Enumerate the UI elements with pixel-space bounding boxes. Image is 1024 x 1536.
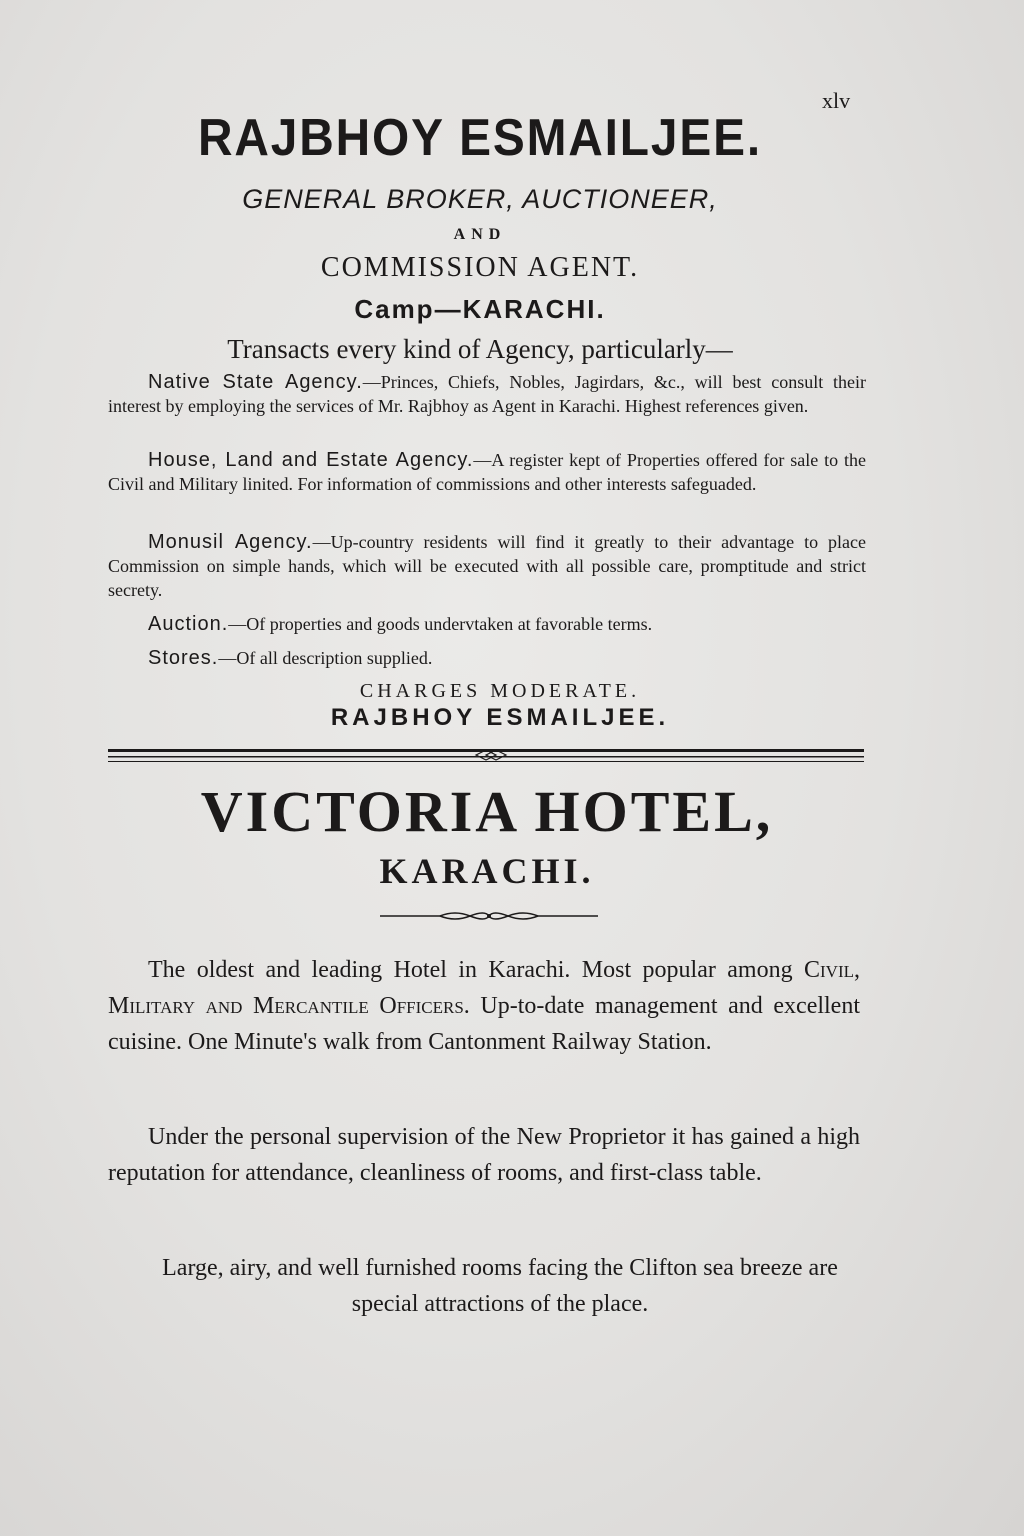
agency-item-lead: Monusil Agency. [148, 531, 313, 553]
hotel-paragraph-1-a: The oldest and leading Hotel in Karachi. Most popular among [148, 957, 804, 983]
ad1-and: AND [453, 226, 507, 243]
agency-item-native-state [108, 370, 866, 418]
ornament-divider [380, 906, 598, 926]
ad2-hotel-title: VICTORIA HOTEL, [200, 779, 774, 844]
ad2-location: KARACHI. [379, 851, 595, 891]
agency-item-lead: Native State Agency. [148, 371, 363, 393]
ad1-subtitle-broker: GENERAL BROKER, AUCTIONEER, [242, 184, 718, 214]
hotel-paragraph-1 [108, 952, 860, 1060]
agency-item-text: —A register kept of Properties offered for sale to the Civil and Military linited. For information of commissions and other interests safeguaded. [108, 450, 866, 494]
agency-item-lead: House, Land and Estate Agency. [148, 449, 474, 471]
agency-item-house-land [108, 448, 866, 496]
hotel-paragraph-1-smallcaps: Civil, Military and Mercantile Officers. [108, 957, 860, 1019]
ad1-transacts-line: Transacts every kind of Agency, particularly— [227, 334, 733, 364]
agency-item-text: —Of all description supplied. [218, 648, 433, 668]
hotel-paragraph-1-b: Up-to-date management and excellent cuisine. One Minute's walk from Cantonment Railway Station. [108, 993, 860, 1055]
agency-item-text: —Up-country residents will find it greatly to their advantage to place Commission on simple hands, which will be executed with all possible care, promptitude and strict secrety. [108, 532, 866, 600]
hotel-paragraph-3: Large, airy, and well furnished rooms facing the Clifton sea breeze are special attractions of the place. [162, 1255, 838, 1317]
ad1-location: Camp—KARACHI. [354, 294, 606, 324]
agency-item-stores [108, 646, 866, 670]
agency-item-auction [108, 612, 866, 636]
ad1-charges: CHARGES MODERATE. [359, 680, 641, 702]
agency-item-text: —Princes, Chiefs, Nobles, Jagirdars, &c., will best consult their interest by employing the services of Mr. Rajbhoy as Agent in Karachi. Highest references given. [108, 372, 866, 416]
ad1-signature: RAJBHOY ESMAILJEE. [330, 704, 670, 731]
agency-item-lead: Auction. [148, 613, 229, 635]
page-number: xlv [822, 88, 851, 113]
agency-item-monusil [108, 530, 866, 602]
agency-item-text: —Of properties and goods undervtaken at favorable terms. [228, 614, 653, 634]
ad1-subtitle-commission: COMMISSION AGENT. [320, 252, 640, 283]
double-rule-divider [108, 745, 864, 767]
ad1-name-heading: RAJBHOY ESMAILJEE. [198, 109, 762, 167]
hotel-paragraph-2: Under the personal supervision of the New Proprietor it has gained a high reputation for attendance, cleanliness of rooms, and first-class table. [108, 1124, 860, 1186]
agency-item-lead: Stores. [148, 647, 219, 669]
